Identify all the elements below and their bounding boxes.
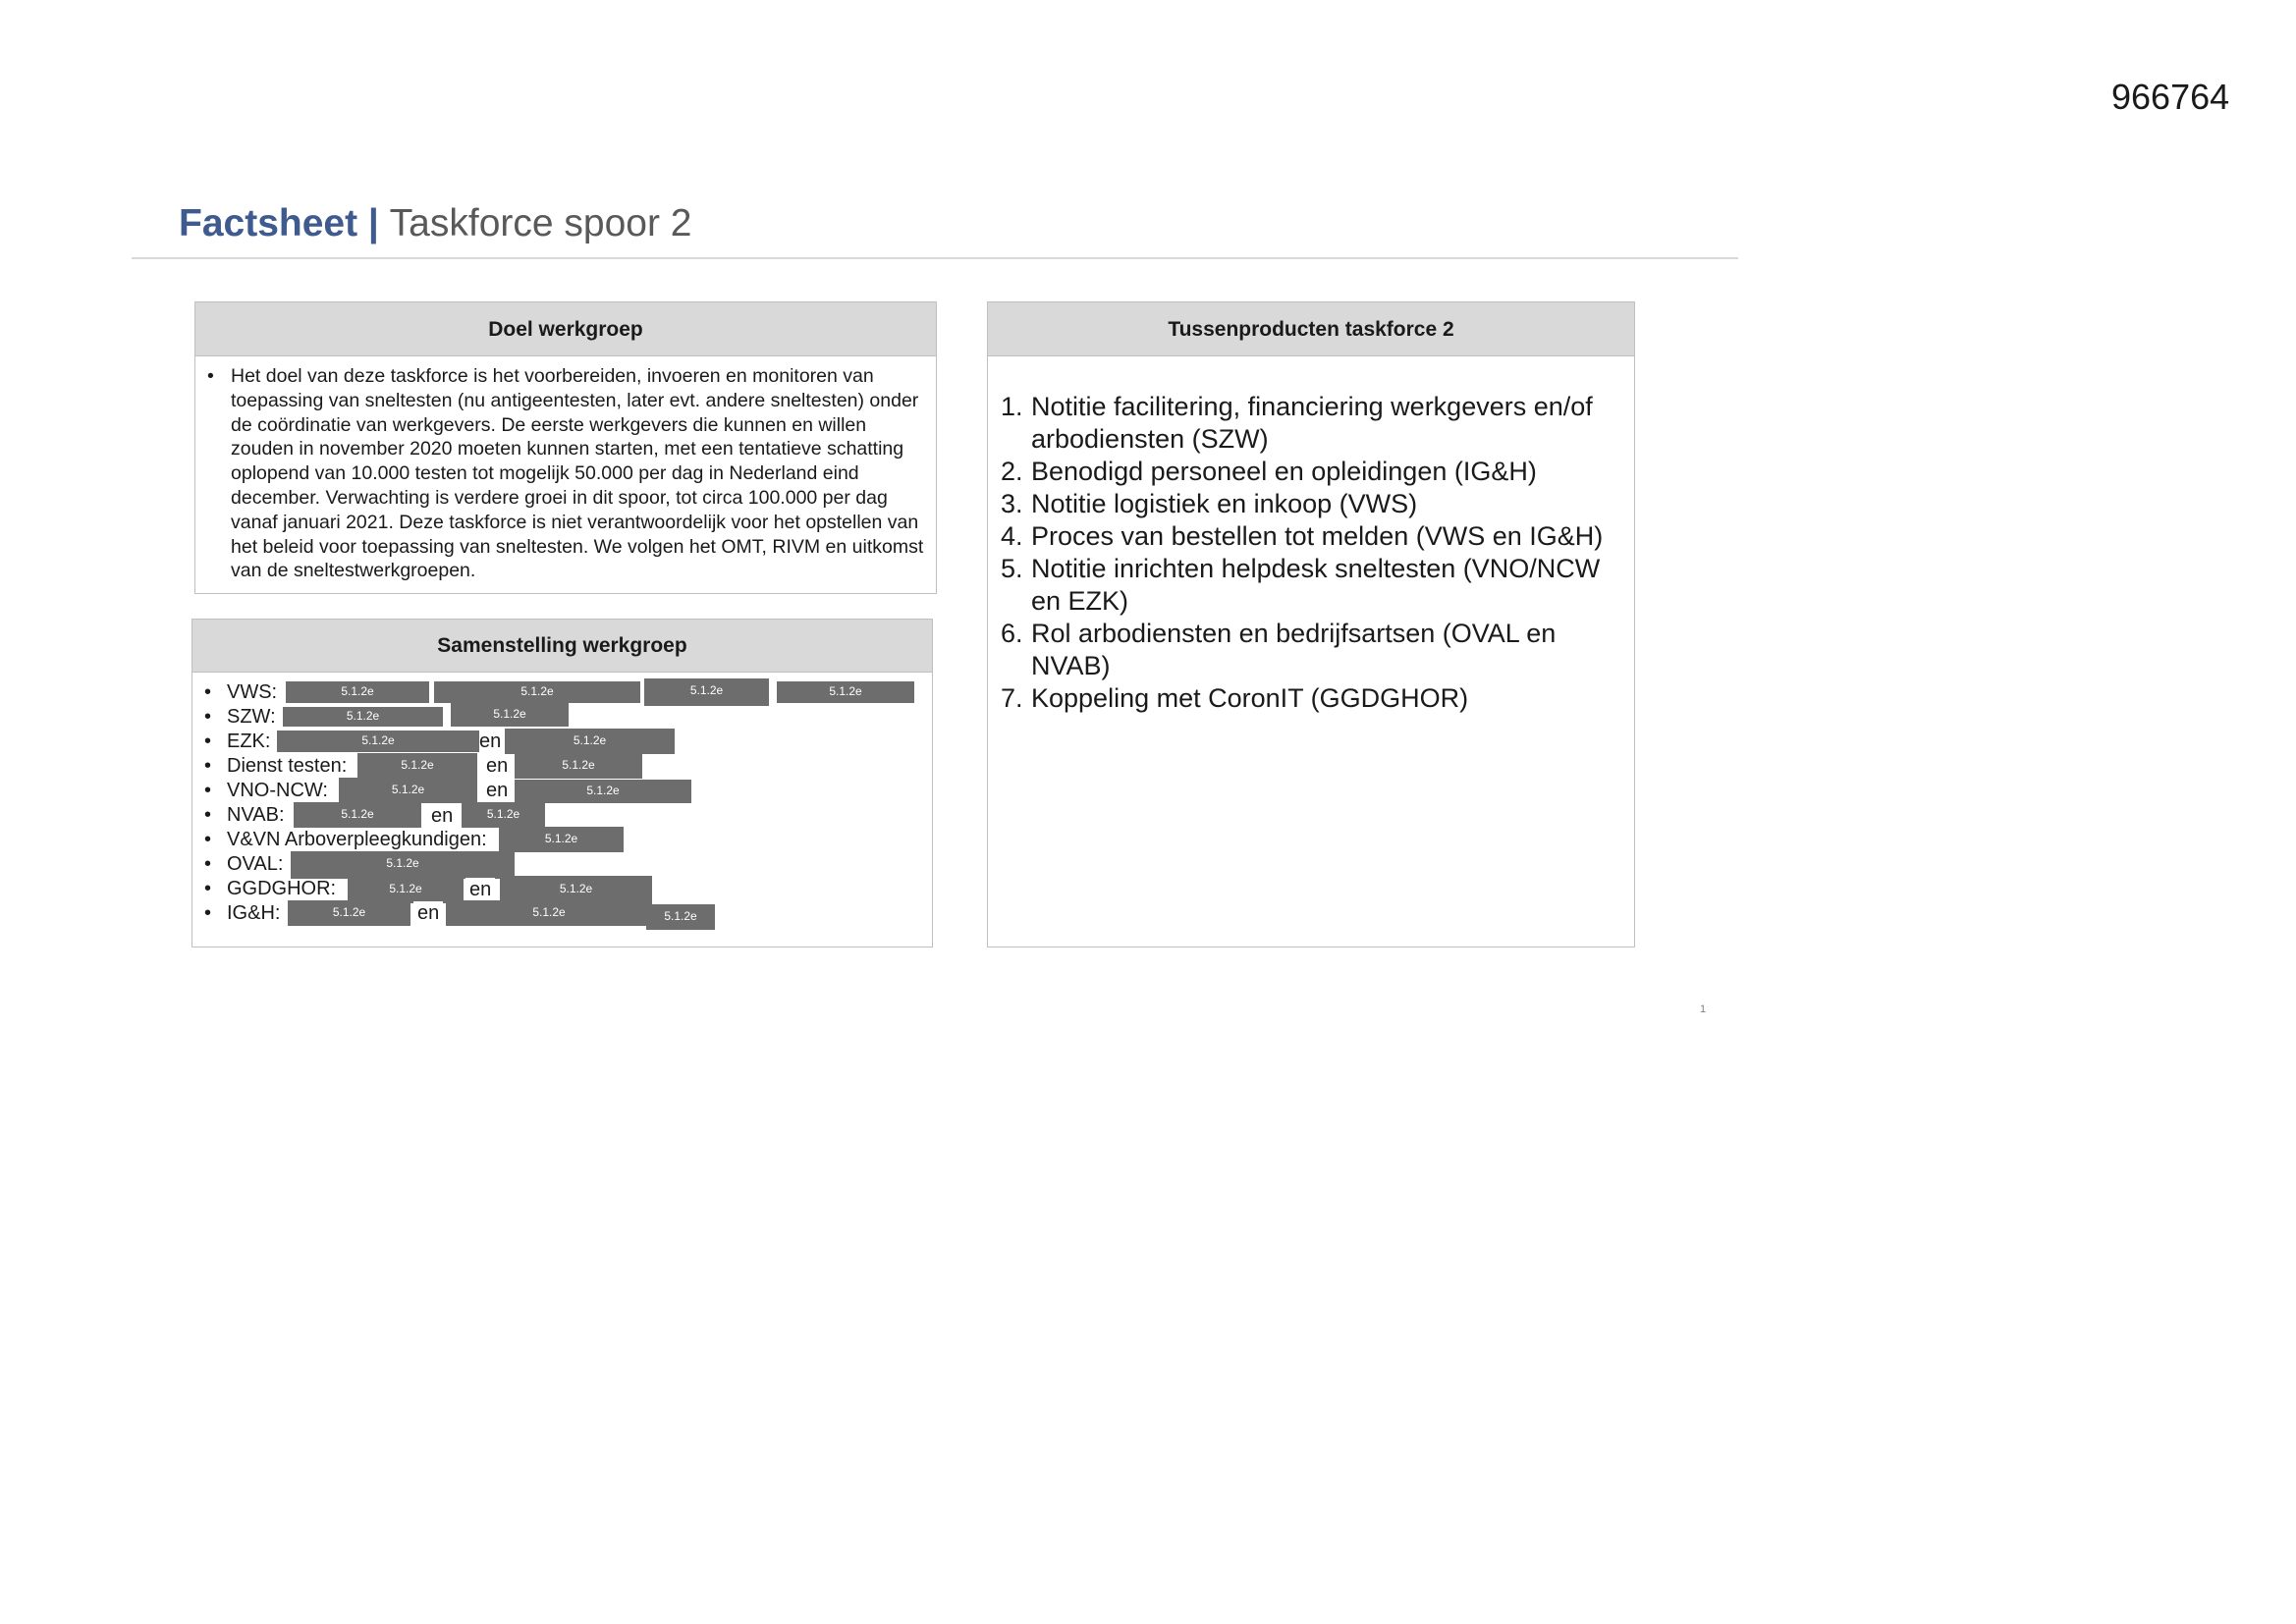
bullet-icon: • bbox=[204, 829, 212, 850]
member-label: Dienst testen: bbox=[227, 755, 348, 777]
redaction-block: 5.1.2e bbox=[515, 753, 642, 779]
redaction-block: 5.1.2e bbox=[499, 827, 624, 852]
redaction-block: 5.1.2e bbox=[505, 729, 675, 754]
redaction-block: 5.1.2e bbox=[277, 731, 479, 752]
member-row-igh bbox=[192, 901, 932, 925]
doel-text: Het doel van deze taskforce is het voorbereiden, invoeren en monitoren van toepassing van sneltesten (nu antigeentesten, later evt. andere sneltesten) onder de coördinatie van werkgevers. De eerste werkgevers die kunnen en willen zouden in november 2020 moeten kunnen starten, met een tentatieve schatting oplopend van 10.000 testen tot mogelijk 50.000 per dag in Nederland eind december. Verwachting is verdere groei in dit spoor, tot circa 100.000 per dag vanaf januari 2021. Deze taskforce is niet verantwoordelijk voor het opstellen van het beleid voor toepassing van sneltesten. We volgen het OMT, RIVM en uitkomst van de sneltestwerkgroepen. bbox=[231, 365, 924, 582]
member-label: VWS: bbox=[227, 681, 278, 703]
list-item-text: Benodigd personeel en opleidingen (IG&H) bbox=[1031, 457, 1537, 486]
page-title bbox=[179, 202, 691, 245]
member-row-vvn bbox=[192, 828, 932, 851]
connector-text: en bbox=[465, 878, 495, 901]
connector-text: en bbox=[482, 754, 512, 778]
tussenproducten-list bbox=[1001, 391, 1629, 715]
samenstelling-werkgroep-box bbox=[191, 619, 933, 947]
member-label: V&VN Arboverpleegkundigen: bbox=[227, 829, 487, 850]
list-item-number: 1. bbox=[1001, 392, 1023, 421]
list-item-number: 7. bbox=[1001, 683, 1023, 713]
list-item-number: 6. bbox=[1001, 619, 1023, 648]
member-row-szw bbox=[192, 705, 932, 729]
member-label: NVAB: bbox=[227, 804, 285, 826]
connector-text: en bbox=[427, 804, 457, 828]
list-item bbox=[1001, 520, 1629, 553]
member-row-vno-ncw bbox=[192, 779, 932, 802]
document-number: 966764 bbox=[2111, 77, 2230, 117]
bullet-icon: • bbox=[204, 731, 212, 752]
redaction-block: 5.1.2e bbox=[283, 707, 443, 727]
redaction-block: 5.1.2e bbox=[286, 681, 429, 703]
bullet-icon: • bbox=[204, 706, 212, 728]
title-divider bbox=[132, 257, 1738, 259]
member-label: OVAL: bbox=[227, 853, 284, 875]
connector-text: en bbox=[479, 731, 502, 752]
list-item bbox=[1001, 488, 1629, 520]
redaction-block: 5.1.2e bbox=[357, 753, 477, 779]
connector-text: en bbox=[482, 779, 512, 802]
doel-body bbox=[195, 356, 936, 583]
list-item-number: 4. bbox=[1001, 521, 1023, 551]
tussenproducten-heading: Tussenproducten taskforce 2 bbox=[988, 302, 1634, 356]
redaction-block: 5.1.2e bbox=[644, 678, 769, 706]
list-item bbox=[1001, 391, 1629, 456]
bullet-icon: • bbox=[204, 780, 212, 801]
samenstelling-heading: Samenstelling werkgroep bbox=[192, 620, 932, 673]
bullet-icon: • bbox=[204, 755, 212, 777]
redaction-block: 5.1.2e bbox=[348, 876, 464, 903]
redaction-block: 5.1.2e bbox=[777, 681, 914, 703]
redaction-block: 5.1.2e bbox=[462, 802, 545, 828]
member-row-nvab bbox=[192, 803, 932, 827]
redaction-block: 5.1.2e bbox=[451, 703, 569, 727]
member-row-dienst-testen bbox=[192, 754, 932, 778]
title-separator: | bbox=[357, 202, 390, 244]
member-row-ezk bbox=[192, 730, 932, 753]
redaction-block: 5.1.2e bbox=[446, 900, 652, 926]
redaction-block: 5.1.2e bbox=[291, 851, 515, 879]
member-label: GGDGHOR: bbox=[227, 878, 337, 899]
redaction-block: 5.1.2e bbox=[339, 778, 477, 803]
doel-werkgroep-box bbox=[194, 301, 937, 594]
bullet-icon: • bbox=[204, 804, 212, 826]
connector-text: en bbox=[413, 901, 443, 925]
list-item-text: Rol arbodiensten en bedrijfsartsen (OVAL en NVAB) bbox=[1031, 619, 1557, 680]
member-label: SZW: bbox=[227, 706, 276, 728]
member-row-vws bbox=[192, 680, 932, 704]
bullet-icon: • bbox=[204, 853, 212, 875]
redaction-block: 5.1.2e bbox=[434, 681, 640, 703]
bullet-icon: • bbox=[204, 681, 212, 703]
member-label: IG&H: bbox=[227, 902, 281, 924]
doel-heading: Doel werkgroep bbox=[195, 302, 936, 356]
member-label: VNO-NCW: bbox=[227, 780, 328, 801]
bullet-icon: • bbox=[207, 365, 214, 387]
redaction-block: 5.1.2e bbox=[515, 780, 691, 803]
list-item bbox=[1001, 456, 1629, 488]
list-item-text: Notitie logistiek en inkoop (VWS) bbox=[1031, 489, 1418, 518]
list-item-number: 3. bbox=[1001, 489, 1023, 518]
member-label: EZK: bbox=[227, 731, 271, 752]
page-number: 1 bbox=[1700, 1003, 1707, 1015]
redaction-block: 5.1.2e bbox=[646, 904, 715, 930]
bullet-icon: • bbox=[204, 878, 212, 899]
title-rest: Taskforce spoor 2 bbox=[389, 202, 692, 244]
redaction-block: 5.1.2e bbox=[288, 900, 410, 926]
redaction-block: 5.1.2e bbox=[500, 876, 652, 903]
member-row-oval bbox=[192, 852, 932, 876]
redaction-block: 5.1.2e bbox=[294, 802, 421, 828]
bullet-icon: • bbox=[204, 902, 212, 924]
member-row-ggdghor bbox=[192, 877, 932, 900]
list-item bbox=[1001, 682, 1629, 715]
list-item bbox=[1001, 618, 1629, 682]
list-item bbox=[1001, 553, 1629, 618]
list-item-number: 2. bbox=[1001, 457, 1023, 486]
list-item-text: Notitie inrichten helpdesk sneltesten (VNO/NCW en EZK) bbox=[1031, 554, 1601, 616]
list-item-text: Proces van bestellen tot melden (VWS en IG&H) bbox=[1031, 521, 1604, 551]
tussenproducten-box bbox=[987, 301, 1635, 947]
list-item-text: Koppeling met CoronIT (GGDGHOR) bbox=[1031, 683, 1469, 713]
list-item-text: Notitie facilitering, financiering werkgevers en/of arbodiensten (SZW) bbox=[1031, 392, 1593, 454]
list-item-number: 5. bbox=[1001, 554, 1023, 583]
title-bold: Factsheet bbox=[179, 202, 358, 244]
